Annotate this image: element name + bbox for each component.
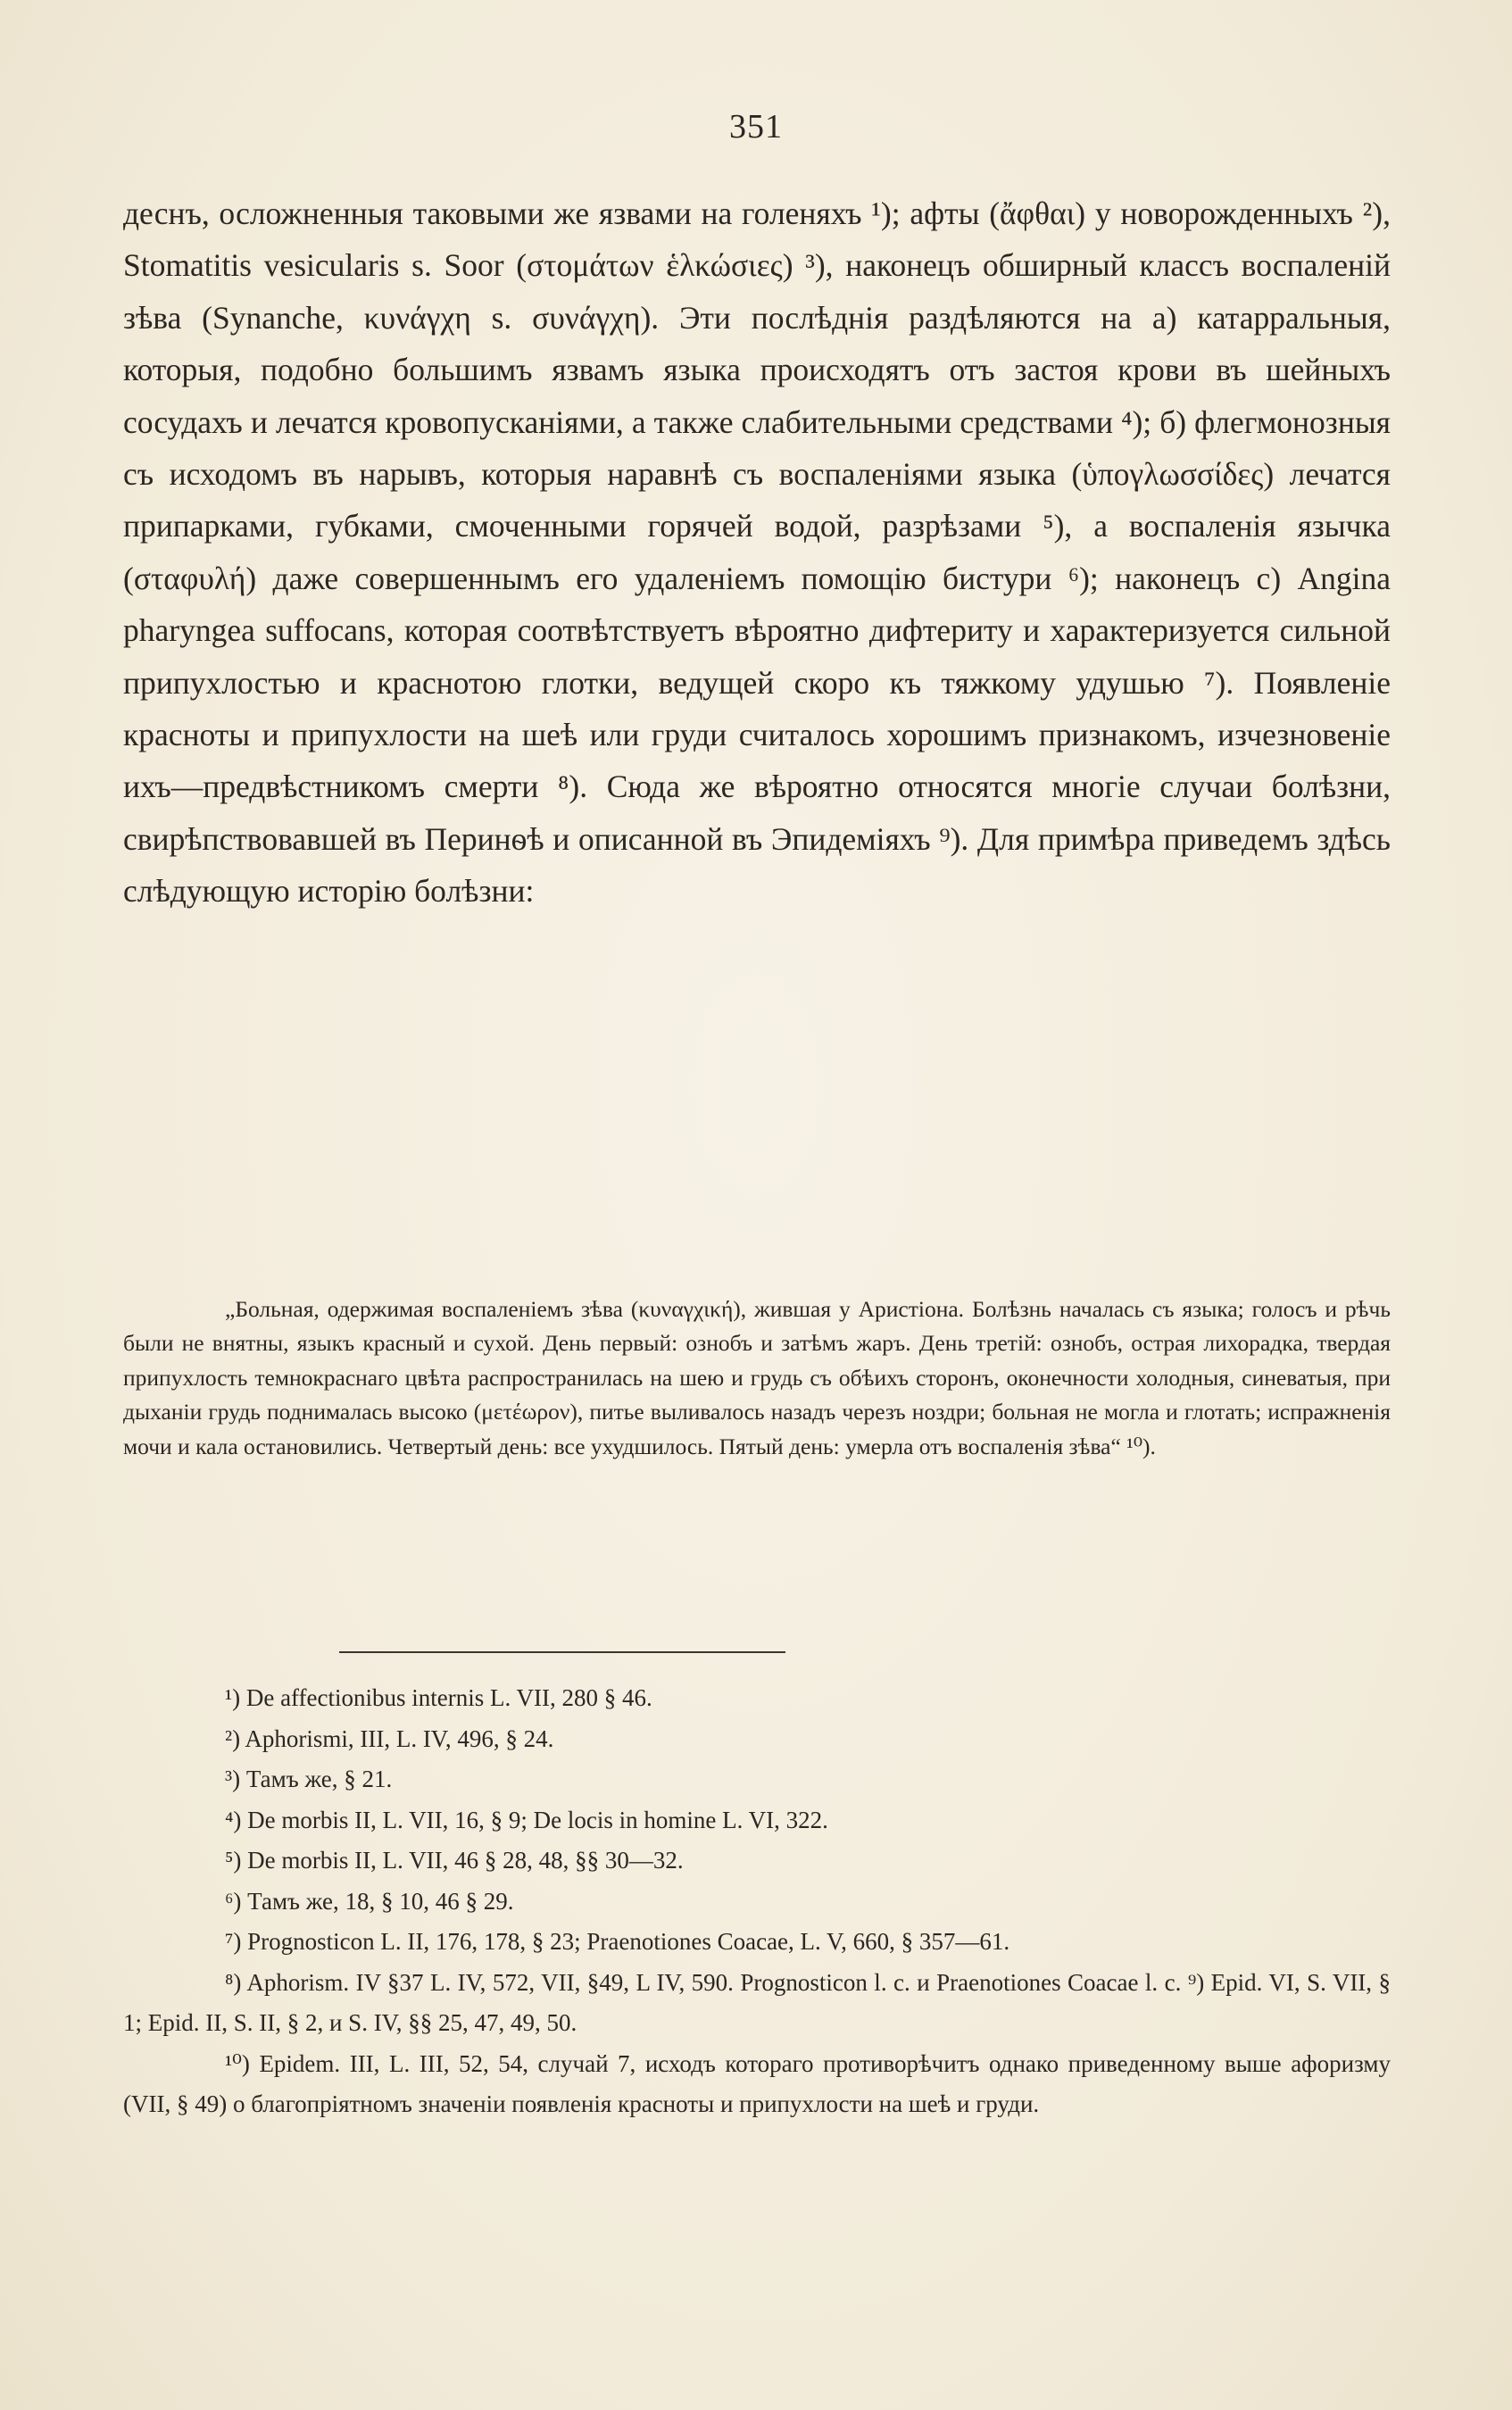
body-paragraph: деснъ, осложненныя таковыми же язвами на голеняхъ ¹); афты (ἄφθαι) у новорожденныхъ ²), Stomatitis vesicularis s. Soor (στομάτων ἑλκώσιες) ³), наконецъ обширный классъ воспаленій зѣва (Synanche, κυνάγχη s. συνάγχη). Эти послѣднія раздѣляются на а) катарральныя, которыя, подобно большимъ язвамъ языка происходятъ отъ застоя крови въ шейныхъ сосудахъ и лечатся кровопусканіями, а также слабительными средствами ⁴); б) флегмонозныя съ исходомъ въ нарывъ, которыя наравнѣ съ воспаленіями языка (ὑπογλωσσίδες) лечатся припарками, губками, смоченными горячей водой, разрѣзами ⁵), а воспаленія язычка (σταφυλή) даже совершеннымъ его удаленіемъ помощію бистури ⁶); наконецъ с) Angina pharyngea suffocans, которая соотвѣтствуетъ вѣроятно дифтериту и характеризуется сильной припухлостью и краснотою глотки, ведущей скоро къ тяжкому удушью ⁷). Появленіе красноты и припухлости на шеѣ или груди считалось хорошимъ признакомъ, изчезновеніе ихъ—предвѣстникомъ смерти ⁸). Сюда же вѣроятно относятся многіе случаи болѣзни, свирѣпствовавшей въ Перинѳѣ и описанной въ Эпидеміяхъ ⁹). Для примѣра приведемъ здѣсь слѣдующую исторію болѣзни: <box>123 195 1391 910</box>
footnote: ¹⁰) Epidem. III, L. III, 52, 54, случай 7, исходъ котораго противорѣчитъ однако приведенному выше афоризму (VII, § 49) о благопріятномъ значеніи появленія красноты и припухлости на шеѣ и груди. <box>123 2049 1391 2117</box>
case-history-quote <box>123 1292 1391 1464</box>
footnote: ⁵) De morbis II, L. VII, 46 § 28, 48, §§ 30—32. <box>225 1847 684 1874</box>
page-number: 351 <box>729 108 783 145</box>
footnote-divider <box>339 1651 785 1653</box>
footnote: ⁶) Тамъ же, 18, § 10, 46 § 29. <box>225 1887 514 1915</box>
footnote: ²) Aphorismi, III, L. IV, 496, § 24. <box>225 1724 554 1752</box>
footnote: ⁷) Prognosticon L. II, 176, 178, § 23; Praenotiones Coacae, L. V, 660, § 357—61. <box>225 1928 1010 1955</box>
footnote: ³) Тамъ же, § 21. <box>225 1766 393 1792</box>
quote-paragraph: „Больная, одержимая воспаленіемъ зѣва (κυναγχική), жившая у Аристіона. Болѣзнь началась съ языка; голосъ и рѣчь были не внятны, языкъ красный и сухой. День первый: ознобъ и затѣмъ жаръ. День третій: ознобъ, острая лихорадка, твердая припухлость темнокраснаго цвѣта распространилась на шею и грудь съ обѣихъ сторонъ, оконечности холодныя, синеватыя, при дыханіи грудь поднималась высоко (μετέωρον), питье выливалось назадъ черезъ ноздри; больная не могла и глотать; испражненія мочи и кала остановились. Четвертый день: все ухудшилось. Пятый день: умерла отъ воспаленія зѣва“ ¹⁰). <box>123 1296 1391 1459</box>
footnotes <box>123 1678 1391 2125</box>
footnote: ⁸) Aphorism. IV §37 L. IV, 572, VII, §49, L IV, 590. Prognosticon l. c. и Praenotiones Coacae l. c. ⁹) Epid. VI, S. VII, § 1; Epid. II, S. II, § 2, и S. IV, §§ 25, 47, 49, 50. <box>123 1968 1391 2036</box>
footnote: ¹) De affectionibus internis L. VII, 280 § 46. <box>225 1684 652 1711</box>
body-text <box>123 187 1391 918</box>
footnote: ⁴) De morbis II, L. VII, 16, § 9; De locis in homine L. VI, 322. <box>225 1806 828 1833</box>
